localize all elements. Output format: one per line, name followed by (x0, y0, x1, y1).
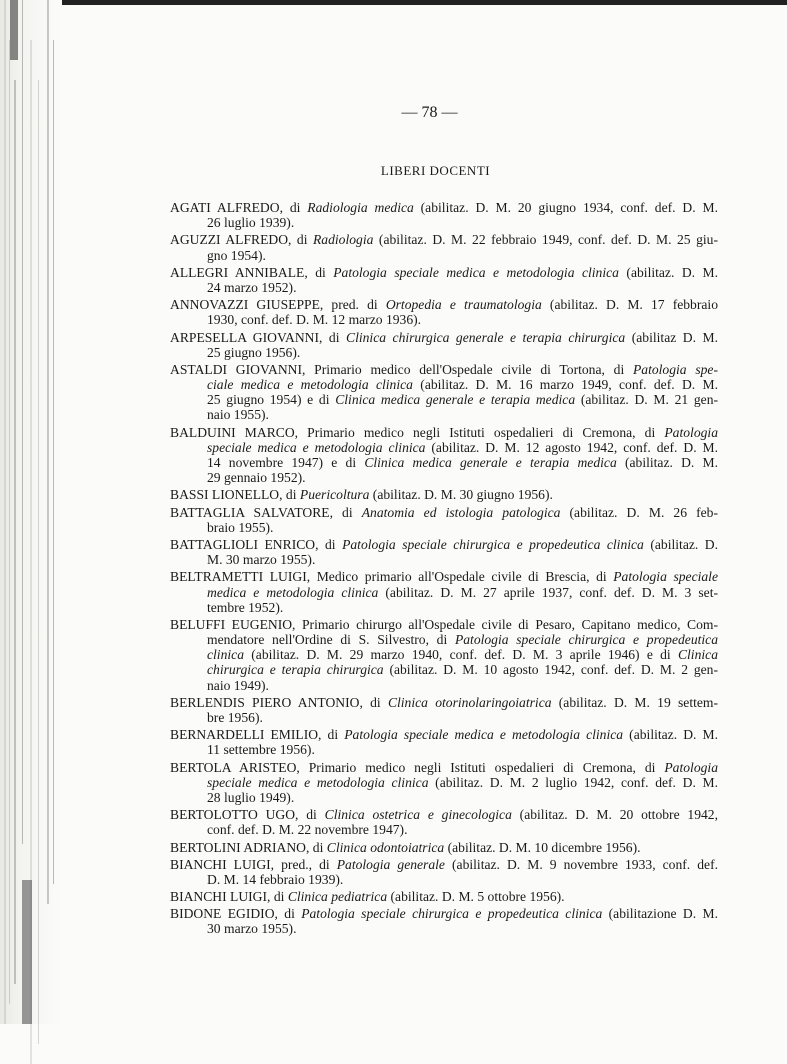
entry-line (170, 407, 718, 422)
entry-text: (abilitaz. D. M. (616, 455, 719, 470)
entry-text: ALLEGRI ANNIBALE, di (170, 264, 334, 280)
entry-text: BIANCHI LUIGI, di (170, 889, 288, 905)
entry-line (170, 807, 718, 822)
binding-streak (22, 0, 23, 844)
discipline-text: Patologia speciale chirurgica e propedeutica (454, 632, 718, 648)
docent-entry (170, 569, 718, 615)
entry-text: BIANCHI LUIGI, pred., di (170, 856, 337, 872)
entry-line (170, 585, 718, 600)
discipline-text: medica e metodologia clinica (207, 584, 379, 600)
discipline-text: Clinica chirurgica generale e terapia chirurgica (346, 329, 626, 345)
entry-line (170, 695, 718, 710)
entry-line (170, 822, 718, 837)
entry-line (170, 872, 718, 887)
entry-text: 24 marzo 1952). (207, 279, 297, 295)
docent-entry (170, 362, 718, 423)
docent-entry (170, 695, 718, 725)
entry-line (170, 470, 718, 485)
entry-line (170, 297, 718, 312)
binding-shadow (10, 0, 18, 60)
entry-text: (abilitaz D. M. (625, 329, 718, 345)
docent-entry (170, 232, 718, 262)
entry-line (170, 617, 718, 632)
entry-text: BELTRAMETTI LUIGI, Medico primario all'Ospedale civile di Brescia, di (170, 569, 614, 585)
entry-text: (abilitaz. D. M. 10 agosto 1942, conf. def. D. M. 2 gen- (383, 662, 719, 678)
binding-streak (9, 40, 10, 1004)
entry-text: 25 giugno 1954) e di (207, 392, 336, 408)
entry-text: AGATI ALFREDO, di (170, 200, 308, 215)
entry-text: naio 1955). (207, 407, 269, 423)
discipline-text: Clinica pediatrica (287, 889, 388, 905)
discipline-text: Clinica ostetrica e ginecologica (324, 807, 512, 823)
binding-streak (14, 80, 16, 984)
entry-text: BALDUINI MARCO, Primario medico negli Istituti ospedalieri di Cremona, di (170, 424, 665, 440)
entry-text: M. 30 marzo 1955). (207, 552, 316, 568)
entry-line (170, 647, 718, 662)
entry-text: naio 1949). (207, 677, 269, 693)
entry-text: D. M. 14 febbraio 1939). (207, 871, 344, 887)
entry-line (170, 377, 718, 392)
entry-line (170, 662, 718, 677)
discipline-text: Patologia (664, 759, 718, 775)
entry-text: (abilitaz. D. M. 12 agosto 1942, conf. def. D. M. (425, 439, 718, 455)
discipline-text: Clinica (677, 647, 718, 663)
entry-text: bre 1956). (207, 710, 263, 725)
entry-line (170, 362, 718, 377)
discipline-text: Clinica medica generale e terapia medica (335, 392, 576, 408)
entry-line (170, 760, 718, 775)
entry-line (170, 921, 718, 936)
discipline-text: Clinica otorinolaringoiatrica (387, 694, 552, 710)
entry-text: ASTALDI GIOVANNI, Primario medico dell'Ospedale civile di Tortona, di (170, 361, 633, 377)
discipline-text: Patologia generale (336, 856, 445, 872)
discipline-text: speciale medica e metodologia clinica (207, 439, 426, 455)
entry-text: BERLENDIS PIERO ANTONIO, di (170, 694, 388, 710)
discipline-text: chirurgica e terapia chirurgica (207, 662, 384, 678)
entry-text: BERTOLINI ADRIANO, di (170, 839, 327, 855)
entry-line (170, 775, 718, 790)
entry-line (170, 857, 718, 872)
entry-text: 29 gennaio 1952). (207, 470, 306, 486)
entry-line (170, 520, 718, 535)
docent-entry (170, 617, 718, 693)
entry-text: BERNARDELLI EMILIO, di (170, 727, 345, 743)
discipline-text: Clinica odontoiatrica (326, 839, 445, 855)
entry-line (170, 632, 718, 647)
discipline-text: Patologia spe- (632, 361, 718, 377)
entry-text: 1930, conf. def. D. M. 12 marzo 1936). (207, 312, 422, 328)
entry-text: mendatore nell'Ordine di S. Silvestro, di (207, 632, 455, 648)
entry-text: BIDONE EGIDIO, di (170, 906, 302, 922)
docent-entry (170, 537, 718, 567)
binding-shadow (22, 880, 32, 1024)
discipline-text: Patologia (664, 424, 718, 440)
page-number: — 78 — (401, 104, 458, 121)
entry-text: (abilitaz. D. M. 21 gen- (575, 392, 719, 408)
entry-text: (abilitaz. D. (643, 536, 718, 552)
discipline-text: Radiologia (313, 232, 374, 248)
entry-text: AGUZZI ALFREDO, di (170, 232, 313, 248)
entry-text: conf. def. D. M. 22 novembre 1947). (207, 822, 408, 838)
discipline-text: Radiologia medica (307, 200, 414, 215)
entry-line (170, 790, 718, 805)
docent-entry (170, 265, 718, 295)
entry-text: 14 novembre 1947) e di (207, 455, 365, 470)
entry-text: ARPESELLA GIOVANNI, di (170, 329, 346, 345)
entry-text: tembre 1952). (207, 599, 284, 615)
entry-text: (abilitaz. D. M. (623, 727, 719, 743)
entry-line (170, 569, 718, 584)
entry-text: BATTAGLIA SALVATORE, di (170, 504, 362, 520)
entry-text: (abilitaz. D. M. 30 giugno 1956). (369, 487, 553, 503)
entry-line (170, 487, 718, 502)
entry-line (170, 215, 718, 230)
entry-line (170, 678, 718, 693)
entry-line (170, 280, 718, 295)
discipline-text: Patologia speciale chirurgica e propedeutica clinica (342, 536, 644, 552)
entry-line (170, 330, 718, 345)
entry-text: 25 giugno 1956). (207, 344, 301, 360)
entry-line (170, 425, 718, 440)
entry-text: (abilitaz. D. M. 10 dicembre 1956). (444, 839, 641, 855)
docent-entry (170, 425, 718, 486)
entry-line (170, 440, 718, 455)
entry-text: (abilitaz. D. M. 20 ottobre 1942, (511, 807, 718, 823)
entry-line (170, 906, 718, 921)
entry-text: BASSI LIONELLO, di (170, 487, 300, 503)
entry-text: BELUFFI EUGENIO, Primario chirurgo all'Ospedale civile di Pesaro, Capitano medico, Com- (170, 616, 718, 632)
entry-text: BERTOLA ARISTEO, Primario medico negli Istituti ospedalieri di Cremona, di (170, 759, 665, 775)
entry-line (170, 600, 718, 615)
entry-text: BATTAGLIOLI ENRICO, di (170, 536, 343, 552)
entry-line (170, 505, 718, 520)
entry-text: (abilitaz. D. M. 27 aprile 1937, conf. def. D. M. 3 set- (378, 584, 718, 600)
entry-line (170, 232, 718, 247)
entry-line (170, 727, 718, 742)
entry-text: (abilitaz. D. M. 19 settem- (551, 694, 719, 710)
docent-entry (170, 857, 718, 887)
discipline-text: speciale medica e metodologia clinica (207, 774, 429, 790)
entry-text: gno 1954). (207, 247, 266, 263)
discipline-text: Puericoltura (299, 487, 370, 503)
entry-text: (abilitaz. D. M. 29 marzo 1940, conf. def. D. M. 3 aprile 1946) e di (244, 647, 678, 663)
discipline-text: Ortopedia e traumatologia (385, 297, 542, 313)
discipline-text: Patologia speciale (613, 569, 718, 585)
entry-text: (abilitaz. D. M. 26 feb- (560, 504, 718, 520)
docent-entry (170, 889, 718, 904)
scan-binding-edge (0, 0, 62, 1024)
entry-text: (abilitaz. D. M. 5 ottobre 1956). (387, 889, 565, 905)
entry-text: (abilitaz. D. M. 16 marzo 1949, conf. def. D. M. (412, 377, 718, 393)
entry-line (170, 392, 718, 407)
docent-entry (170, 330, 718, 360)
entry-text: 30 marzo 1955). (207, 921, 297, 937)
entry-line (170, 312, 718, 327)
entry-text: 11 settembre 1956). (207, 742, 315, 758)
docent-entry (170, 200, 718, 230)
entry-text: 28 luglio 1949). (207, 789, 295, 805)
entry-text: (abilitaz. D. M. 20 giugno 1934, conf. def. D. M. (413, 200, 718, 215)
entry-line (170, 889, 718, 904)
entry-text: (abilitaz. D. M. 22 febbraio 1949, conf. def. D. M. 25 giu- (373, 232, 719, 248)
discipline-text: ciale medica e metodologia clinica (207, 377, 413, 393)
entry-text: ANNOVAZZI GIUSEPPE, pred. di (170, 297, 386, 313)
entry-line (170, 552, 718, 567)
discipline-text: Patologia speciale chirurgica e propedeutica clinica (301, 906, 603, 922)
entry-line (170, 710, 718, 725)
discipline-text: clinica (207, 647, 244, 663)
binding-streak (38, 80, 39, 1044)
docent-entry (170, 906, 718, 936)
docent-entry (170, 807, 718, 837)
discipline-text: Patologia speciale medica e metodologia clinica (344, 727, 624, 743)
docent-entry (170, 297, 718, 327)
entry-text: (abilitaz. D. M. 17 febbraio (541, 297, 718, 313)
docent-entry (170, 760, 718, 806)
entry-line (170, 840, 718, 855)
docent-list (170, 200, 718, 939)
docent-entry (170, 727, 718, 757)
docent-entry (170, 505, 718, 535)
section-heading: LIBERI DOCENTI (380, 163, 491, 178)
binding-streak (47, 0, 49, 904)
entry-line (170, 345, 718, 360)
discipline-text: Patologia speciale medica e metodologia clinica (333, 264, 619, 280)
scan-top-edge (0, 0, 787, 5)
entry-line (170, 248, 718, 263)
entry-line (170, 265, 718, 280)
docent-entry (170, 840, 718, 855)
entry-text: (abilitazione D. M. (602, 906, 718, 922)
entry-text: (abilitaz. D. M. (618, 264, 718, 280)
entry-text: (abilitaz. D. M. 9 novembre 1933, conf. def. (444, 856, 718, 872)
entry-line (170, 742, 718, 757)
entry-text: braio 1955). (207, 519, 274, 535)
discipline-text: Anatomia ed istologia patologica (361, 504, 561, 520)
entry-text: (abilitaz. D. M. 2 luglio 1942, conf. def. D. M. (428, 774, 719, 790)
entry-line (170, 200, 718, 215)
docent-entry (170, 487, 718, 502)
entry-line (170, 537, 718, 552)
binding-streak (4, 0, 6, 1024)
entry-text: BERTOLOTTO UGO, di (170, 807, 325, 823)
entry-text: 26 luglio 1939). (207, 215, 295, 231)
discipline-text: Clinica medica generale e terapia medica (364, 455, 617, 470)
entry-line (170, 455, 718, 470)
